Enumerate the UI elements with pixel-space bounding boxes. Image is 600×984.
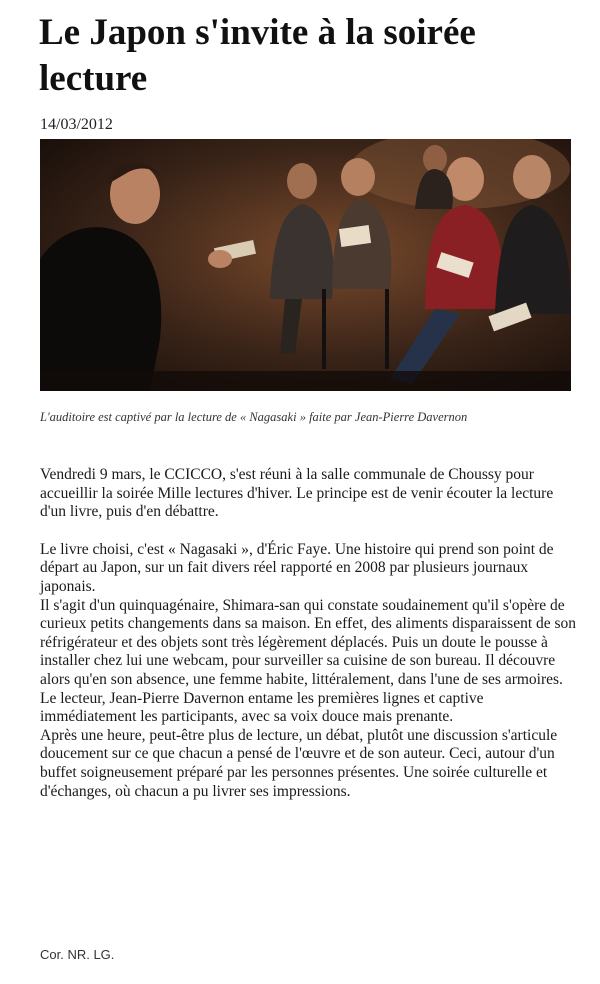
paragraph: Après une heure, peut-être plus de lecture, un débat, plutôt une discussion s'articule doucement sur ce que chacun a pensé de l'œuvre et de son auteur. Ceci, autour d'un buffet soigneusement préparé par les personnes présentes. Une soirée culturelle et d'échanges, où chacun a pu livrer ses impressions. bbox=[40, 726, 558, 800]
paragraph: Vendredi 9 mars, le CCICCO, s'est réuni à la salle communale de Choussy pour accueillir la soirée Mille lectures d'hiver. Le principe est de venir écouter la lecture d'un livre, puis d'en débattre. bbox=[40, 466, 554, 521]
author-signature: Cor. NR. LG. bbox=[40, 947, 115, 962]
article-photo bbox=[40, 139, 571, 391]
reading-audience-photo bbox=[40, 139, 571, 391]
article-date: 14/03/2012 bbox=[40, 116, 113, 133]
article-body bbox=[40, 466, 580, 801]
paragraph: Il s'agit d'un quinquagénaire, Shimara-san qui constate soudainement qu'il s'opère de curieux petits changements dans sa maison. En effet, des aliments disparaissent de son réfrigérateur et des objets sont très légèrement déplacés. Puis un doute le pousse à installer chez lui une webcam, pour surveiller sa cuisine de son bureau. Il découvre alors qu'en son absence, une femme habite, littéralement, dans l'une de ses armoires. Le lecteur, Jean-Pierre Davernon entame les premières lignes et captive immédiatement les participants, avec sa voix douce mais prenante. bbox=[40, 596, 577, 726]
photo-caption: L'auditoire est captivé par la lecture de « Nagasaki » faite par Jean-Pierre Davernon bbox=[40, 410, 468, 424]
article-title: Le Japon s'invite à la soirée lecture bbox=[39, 12, 476, 99]
paragraph: Le livre choisi, c'est « Nagasaki », d'Éric Faye. Une histoire qui prend son point de départ au Japon, sur un fait divers réel rapporté en 2008 par plusieurs journaux japonais. bbox=[40, 540, 554, 595]
